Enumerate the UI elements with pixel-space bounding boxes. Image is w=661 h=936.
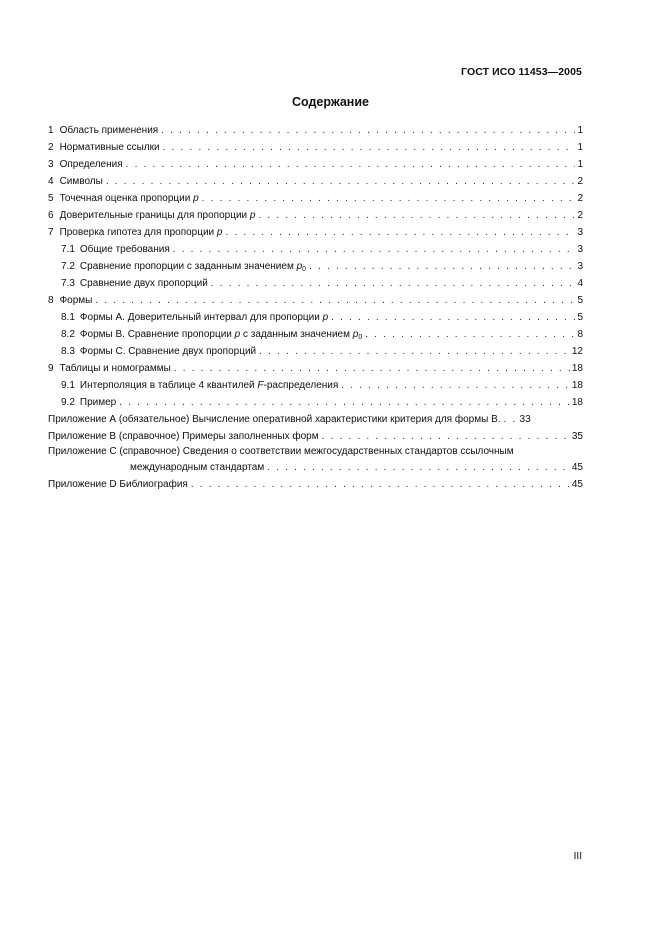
toc-entry-label: Приложение А (обязательное) Вычисление оперативной характеристики критерия для формы В.: [48, 414, 501, 425]
toc-entry-appendix-c-continued[interactable]: [48, 459, 583, 476]
dot-leader: [174, 360, 570, 377]
toc-entry-6[interactable]: [48, 207, 583, 224]
toc-entry-appendix-a[interactable]: [48, 411, 583, 428]
toc-entry-label: 6 Доверительные границы для пропорции p: [48, 210, 256, 221]
toc-page-number: 3: [577, 261, 583, 272]
toc-entry-2[interactable]: [48, 139, 583, 156]
toc-page-number: 1: [577, 125, 583, 136]
toc-page-number: 18: [571, 363, 583, 374]
dot-leader: [126, 156, 576, 173]
toc-page-number: 3: [577, 244, 583, 255]
toc-entry-7-3[interactable]: [48, 275, 583, 292]
dot-leader: [331, 309, 575, 326]
toc-entry-label: Приложение В (справочное) Примеры заполненных форм: [48, 431, 319, 442]
dot-leader: [504, 411, 518, 428]
toc-entry-7-1[interactable]: [48, 241, 583, 258]
toc-page-number: 4: [577, 278, 583, 289]
toc-entry-label: 7.3 Сравнение двух пропорций: [61, 278, 208, 289]
toc-page-number: 5: [577, 312, 583, 323]
toc-page-number: 5: [577, 295, 583, 306]
toc-entry-label: 8.3 Формы С. Сравнение двух пропорций: [61, 346, 257, 357]
dot-leader: [211, 275, 576, 292]
toc-entry-label: 3 Определения: [48, 159, 123, 170]
toc-entry-label: 8.2 Формы В. Сравнение пропорции p с заданным значением $p_0$: [61, 329, 363, 341]
dot-leader: [365, 326, 575, 343]
toc-entry-8-2[interactable]: [48, 326, 583, 343]
dot-leader: [95, 292, 575, 309]
dot-leader: [309, 258, 575, 275]
toc-page-number: 2: [577, 176, 583, 187]
toc-entry-label: международным стандартам: [130, 462, 265, 473]
dot-leader: [258, 207, 575, 224]
toc-page-number: 2: [577, 193, 583, 204]
toc-entry-9-2[interactable]: [48, 394, 583, 411]
toc-entry-4[interactable]: [48, 173, 583, 190]
toc-entry-appendix-c[interactable]: [48, 445, 583, 459]
toc-page-number: 35: [571, 431, 583, 442]
dot-leader: [341, 377, 570, 394]
toc-page-number: 1: [577, 159, 583, 170]
toc-entry-8-3[interactable]: [48, 343, 583, 360]
dot-leader: [191, 476, 570, 493]
dot-leader: [161, 122, 575, 139]
dot-leader: [173, 241, 576, 258]
toc-page-number: 1: [577, 142, 583, 153]
dot-leader: [106, 173, 576, 190]
toc-entry-label: 7 Проверка гипотез для пропорции p: [48, 227, 223, 238]
toc-entry-label: 7.2 Сравнение пропорции с заданным значением $p_0$: [61, 261, 307, 273]
dot-leader: [267, 459, 570, 476]
toc-entry-appendix-d[interactable]: [48, 476, 583, 493]
toc-page-number: 12: [571, 346, 583, 357]
toc-entry-7[interactable]: [48, 224, 583, 241]
toc-entry-label: 9.2 Пример: [61, 397, 117, 408]
toc-page-number: 18: [571, 397, 583, 408]
dot-leader: [259, 343, 570, 360]
toc-entry-label: 4 Символы: [48, 176, 103, 187]
dot-leader: [202, 190, 576, 207]
dot-leader: [225, 224, 575, 241]
page-number: III: [573, 851, 582, 862]
toc-page-number: 3: [577, 227, 583, 238]
page-title: Содержание: [291, 95, 369, 109]
toc-entry-label: Приложение D Библиография: [48, 479, 188, 490]
toc-entry-1[interactable]: [48, 122, 583, 139]
toc-entry-label: 8.1 Формы А. Доверительный интервал для пропорции p: [61, 312, 329, 323]
toc-entry-9[interactable]: [48, 360, 583, 377]
toc-entry-label: Приложение С (справочное) Сведения о соответствии межгосударственных стандартов ссылочным: [48, 446, 514, 457]
toc-entry-appendix-b[interactable]: [48, 428, 583, 445]
toc-entry-3[interactable]: [48, 156, 583, 173]
toc-entry-7-2[interactable]: [48, 258, 583, 275]
toc-entry-9-1[interactable]: [48, 377, 583, 394]
dot-leader: [322, 428, 570, 445]
toc-page-number: 8: [577, 329, 583, 340]
toc-page-number: 18: [571, 380, 583, 391]
toc-entry-label: 9.1 Интерполяция в таблице 4 квантилей F-распределения: [61, 380, 339, 391]
toc-entry-label: 9 Таблицы и номограммы: [48, 363, 171, 374]
dot-leader: [119, 394, 570, 411]
toc-page-number: 45: [571, 462, 583, 473]
toc-page-number: 45: [571, 479, 583, 490]
toc-entry-label: 5 Точечная оценка пропорции p: [48, 193, 199, 204]
toc-entry-8-1[interactable]: [48, 309, 583, 326]
toc-page-number: 33: [519, 414, 531, 425]
toc-entry-label: 2 Нормативные ссылки: [48, 142, 160, 153]
toc-entry-label: 8 Формы: [48, 295, 93, 306]
toc-page-number: 2: [577, 210, 583, 221]
dot-leader: [163, 139, 576, 156]
table-of-contents: [48, 122, 583, 493]
toc-entry-8[interactable]: [48, 292, 583, 309]
document-code: ГОСТ ИСО 11453—2005: [461, 66, 582, 78]
toc-entry-5[interactable]: [48, 190, 583, 207]
toc-entry-label: 1 Область применения: [48, 125, 159, 136]
toc-entry-label: 7.1 Общие требования: [61, 244, 170, 255]
